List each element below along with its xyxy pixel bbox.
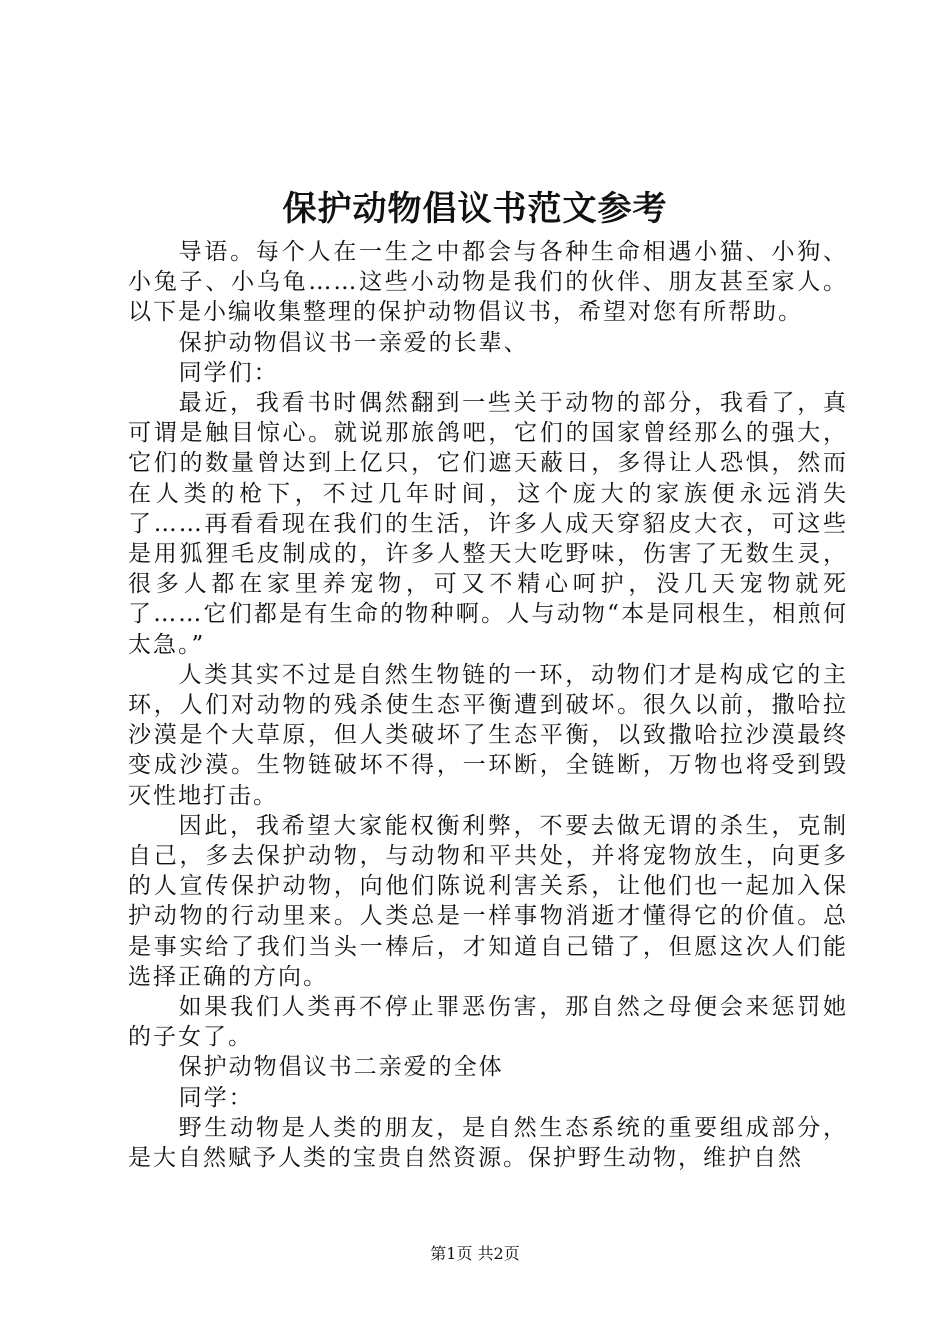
paragraph-salutation: 同学：: [178, 1084, 254, 1111]
paragraph-salutation: 同学们：: [178, 359, 279, 386]
paragraph-letter-one-heading: 保护动物倡议书一亲爱的长辈、: [178, 329, 529, 356]
paragraph-letter-two-heading: 保护动物倡议书二亲爱的全体: [178, 1054, 504, 1081]
document-body: [128, 237, 848, 1173]
document-title: 保护动物倡议书范文参考: [282, 189, 668, 229]
paragraph-intro: 导语。每个人在一生之中都会与各种生命相遇小猫、小狗、小兔子、小乌龟……这些小动物是我们的伙伴、朋友甚至家人。以下是小编收集整理的保护动物倡议书，希望对您有所帮助。: [128, 239, 848, 326]
paragraph: 因此，我希望大家能权衡利弊，不要去做无谓的杀生，克制自己，多去保护动物，与动物和平共处，并将宠物放生，向更多的人宣传保护动物，向他们陈说利害关系，让他们也一起加入保护动物的行动里来。人类总是一样事物消逝才懂得它的价值。总是事实给了我们当头一棒后，才知道自己错了，但愿这次人们能选择正确的方向。: [128, 812, 848, 990]
paragraph: 人类其实不过是自然生物链的一环，动物们才是构成它的主环，人们对动物的残杀使生态平衡遭到破坏。很久以前，撒哈拉沙漠是个大草原，但人类破坏了生态平衡，以致撒哈拉沙漠最终变成沙漠。生物链破坏不得，一环断，全链断，万物也将受到毁灭性地打击。: [128, 661, 848, 809]
paragraph: 野生动物是人类的朋友，是自然生态系统的重要组成部分，是大自然赋予人类的宝贵自然资源。保护野生动物，维护自然: [128, 1114, 848, 1172]
paragraph: 如果我们人类再不停止罪恶伤害，那自然之母便会来惩罚她的子女了。: [128, 994, 848, 1051]
page-number-footer: 第1页 共2页: [430, 1244, 520, 1263]
paragraph: 最近，我看书时偶然翻到一些关于动物的部分，我看了，真可谓是触目惊心。就说那旅鸽吧，它们的国家曾经那么的强大，它们的数量曾达到上亿只，它们遮天蔽日，多得让人恐惧，然而在人类的枪下，不过几年时间，这个庞大的家族便永远消失了……再看看现在我们的生活，许多人成天穿貂皮大衣，可这些是用狐狸毛皮制成的，许多人整天大吃野味，伤害了无数生灵，很多人都在家里养宠物，可又不精心呵护，没几天宠物就死了……它们都是有生命的物种啊。人与动物“本是同根生，相煎何太急。”: [128, 390, 848, 658]
